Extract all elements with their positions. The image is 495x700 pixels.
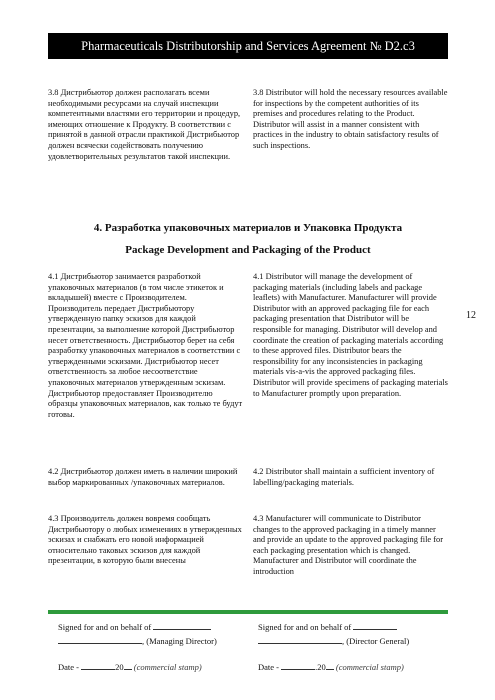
- document-title: Pharmaceuticals Distributorship and Services Agreement № D2.c3: [81, 39, 415, 53]
- signature-block-right: [258, 620, 446, 674]
- signature-line-left[interactable]: [153, 620, 211, 630]
- date-label-left: Date -: [58, 662, 80, 672]
- date-line-right[interactable]: [281, 660, 315, 670]
- commercial-stamp-left: (commercial stamp): [133, 662, 202, 672]
- clause-4-2-english: 4.2 Distributor shall maintain a sufficient inventory of labelling/packaging materials.: [253, 467, 435, 487]
- year-line-right[interactable]: [326, 660, 334, 670]
- clause-3-8-russian: 3.8 Дистрибьютор должен располагать всеми необходимыми ресурсами на случай инспекции компетентными властями его территории и процедур, имеющих отношение к Продукту. В соответствии с принятой в данной отрасли практикой Дистрибьютор должен всячески содействовать получению удовлетворительных результатов такой инспекции.: [48, 88, 241, 161]
- signed-label-left: Signed for and on behalf of: [58, 622, 152, 632]
- role-right: , (Director General): [342, 636, 410, 646]
- signature-line-right[interactable]: [353, 620, 397, 630]
- date-label-right: Date -: [258, 662, 280, 672]
- document-header: [48, 33, 448, 59]
- clause-4-1-russian: 4.1 Дистрибьютор занимается разработкой упаковочных материалов (в том числе этикеток и вкладышей) вместе с Производителем. Производитель передает Дистрибьютору утвержденную папку эскизов для каждой презентации, за выполнение которой Дистрибьютор несет ответственность. Дистрибьютор берет на себя разработку упаковочных материалов в соответствии с утвержденными эскизами. Дистрибьютор несет ответственность за любое несоответствие упаковочных материалов утвержденным эскизам. Дистрибьютор предоставляет Производителю образцы упаковочных материалов, как только те будут готовы.: [48, 272, 243, 419]
- commercial-stamp-right: (commercial stamp): [335, 662, 404, 672]
- section-4-heading-russian: 4. Разработка упаковочных материалов и Упаковка Продукта: [93, 222, 403, 234]
- date-year-left: 20: [115, 662, 124, 672]
- clause-4-1-english: 4.1 Distributor will manage the development of packaging materials (including labels and package leaflets) with Manufacturer. Manufacturer will provide Distributor with an approved packaging file for each packaging presentation that Distributor will be responsible for managing. Distributor will develop and coordinate the creation of packaging materials according to these approved files. Distributor bears the responsibility for any inconsistencies in packaging materials vis-a-vis the approved packaging files. Distributor will provide specimens of packaging materials to Manufacturer promptly upon preparation.: [253, 272, 448, 398]
- date-year-right: .20: [315, 662, 326, 672]
- clause-4-3-english: 4.3 Manufacturer will communicate to Distributor changes to the approved packaging in a timely manner and provide an update to the approved packaging file for each packaging presentation which is changed. Manufacturer and Distributor will coordinate the introduction: [253, 514, 443, 576]
- clause-4-3-russian: 4.3 Производитель должен вовремя сообщать Дистрибьютору о любых изменениях в утвержденных эскизах и снабжать его новой информацией относительно таковых эскизов для каждой презентации, в которую были внесены: [48, 514, 242, 566]
- clause-4-2-russian: 4.2 Дистрибьютор должен иметь в наличии широкий выбор маркированных /упаковочных материалов.: [48, 467, 238, 487]
- section-4-heading-english: Package Development and Packaging of the Product: [125, 244, 371, 256]
- page-number: 12: [466, 310, 476, 321]
- clause-3-8: [48, 88, 448, 162]
- clause-4-2: [48, 467, 448, 488]
- role-left: , (Managing Director): [142, 636, 217, 646]
- year-line-left[interactable]: [124, 660, 132, 670]
- clause-4-1: [48, 272, 448, 420]
- clause-4-3: [48, 514, 448, 578]
- signature-block-left: [58, 620, 246, 674]
- signed-label-right: Signed for and on behalf of: [258, 622, 352, 632]
- signature-footer: [48, 610, 448, 698]
- date-line-left[interactable]: [81, 660, 115, 670]
- name-line-left[interactable]: [58, 634, 142, 644]
- clause-3-8-english: 3.8 Distributor will hold the necessary resources available for inspections by the competent authorities of its premises and procedures relating to the Product. Distributor will assist in a manner consistent with practices in the industry to obtain satisfactory results of such inspections.: [253, 88, 448, 150]
- name-line-right[interactable]: [258, 634, 342, 644]
